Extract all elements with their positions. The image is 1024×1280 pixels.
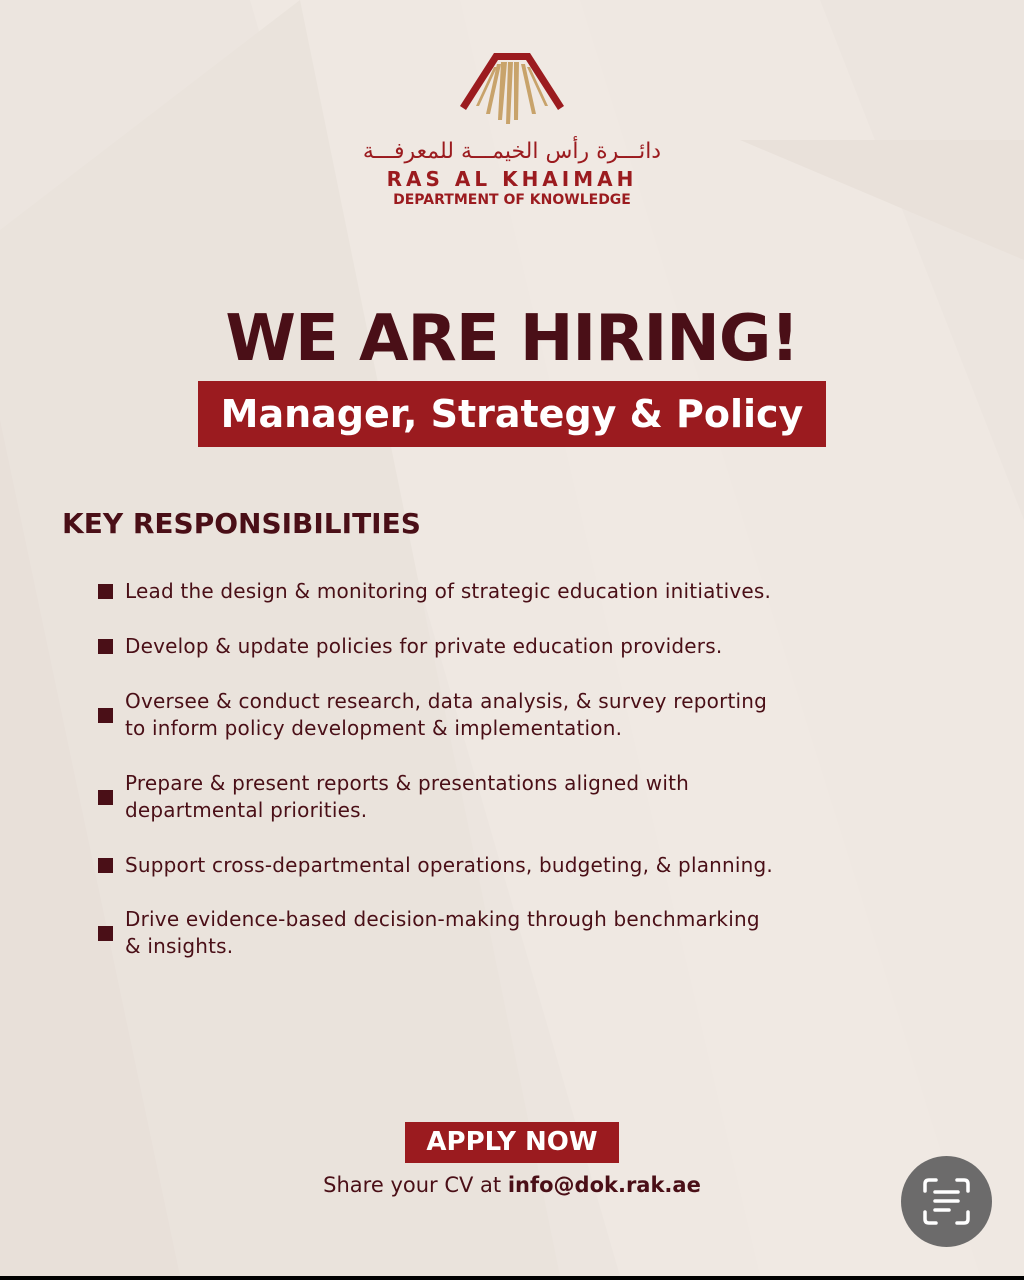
job-title-banner: Manager, Strategy & Policy [198, 381, 826, 447]
square-bullet-icon [98, 584, 113, 599]
scan-text-button[interactable] [901, 1156, 992, 1247]
responsibility-line: Drive evidence-based decision-making through benchmarking [125, 907, 760, 931]
email-address: info@dok.rak.ae [507, 1173, 701, 1197]
responsibility-text [125, 770, 689, 824]
square-bullet-icon [98, 858, 113, 873]
responsibility-line: Oversee & conduct research, data analysis, & survey reporting [125, 689, 768, 713]
responsibility-line: Develop & update policies for private education providers. [125, 634, 723, 658]
logo-arabic-name: دائـــرة رأس الخيمـــة للمعرفـــة [362, 139, 662, 164]
square-bullet-icon [98, 639, 113, 654]
logo-org-name: RAS AL KHAIMAH [386, 167, 638, 191]
share-cv-prefix: Share your CV at [323, 1173, 508, 1197]
apply-now-button[interactable]: APPLY NOW [405, 1122, 619, 1163]
hiring-headline: WE ARE HIRING! [225, 302, 799, 376]
responsibility-line: to inform policy development & implementation. [125, 716, 623, 740]
responsibility-item [98, 633, 878, 660]
responsibility-item [98, 688, 878, 742]
responsibility-line: Support cross-departmental operations, budgeting, & planning. [125, 853, 773, 877]
responsibility-text [125, 852, 773, 879]
share-cv-text [262, 1170, 762, 1200]
square-bullet-icon [98, 790, 113, 805]
logo-department-name: DEPARTMENT OF KNOWLEDGE [393, 192, 631, 208]
responsibility-text [125, 906, 760, 960]
responsibility-item [98, 852, 878, 879]
responsibility-item [98, 578, 878, 605]
responsibility-line: departmental priorities. [125, 798, 368, 822]
scan-text-icon [921, 1176, 972, 1227]
responsibility-line: Prepare & present reports & presentations aligned with [125, 771, 690, 795]
book-arch-logo-icon [452, 48, 572, 128]
square-bullet-icon [98, 708, 113, 723]
responsibility-line: & insights. [125, 934, 234, 958]
responsibility-text [125, 578, 771, 605]
responsibility-item [98, 770, 878, 824]
responsibilities-heading: KEY RESPONSIBILITIES [62, 507, 421, 540]
square-bullet-icon [98, 926, 113, 941]
responsibility-line: Lead the design & monitoring of strategic education initiatives. [125, 579, 772, 603]
responsibility-item [98, 906, 878, 960]
responsibility-text [125, 688, 767, 742]
responsibility-text [125, 633, 722, 660]
